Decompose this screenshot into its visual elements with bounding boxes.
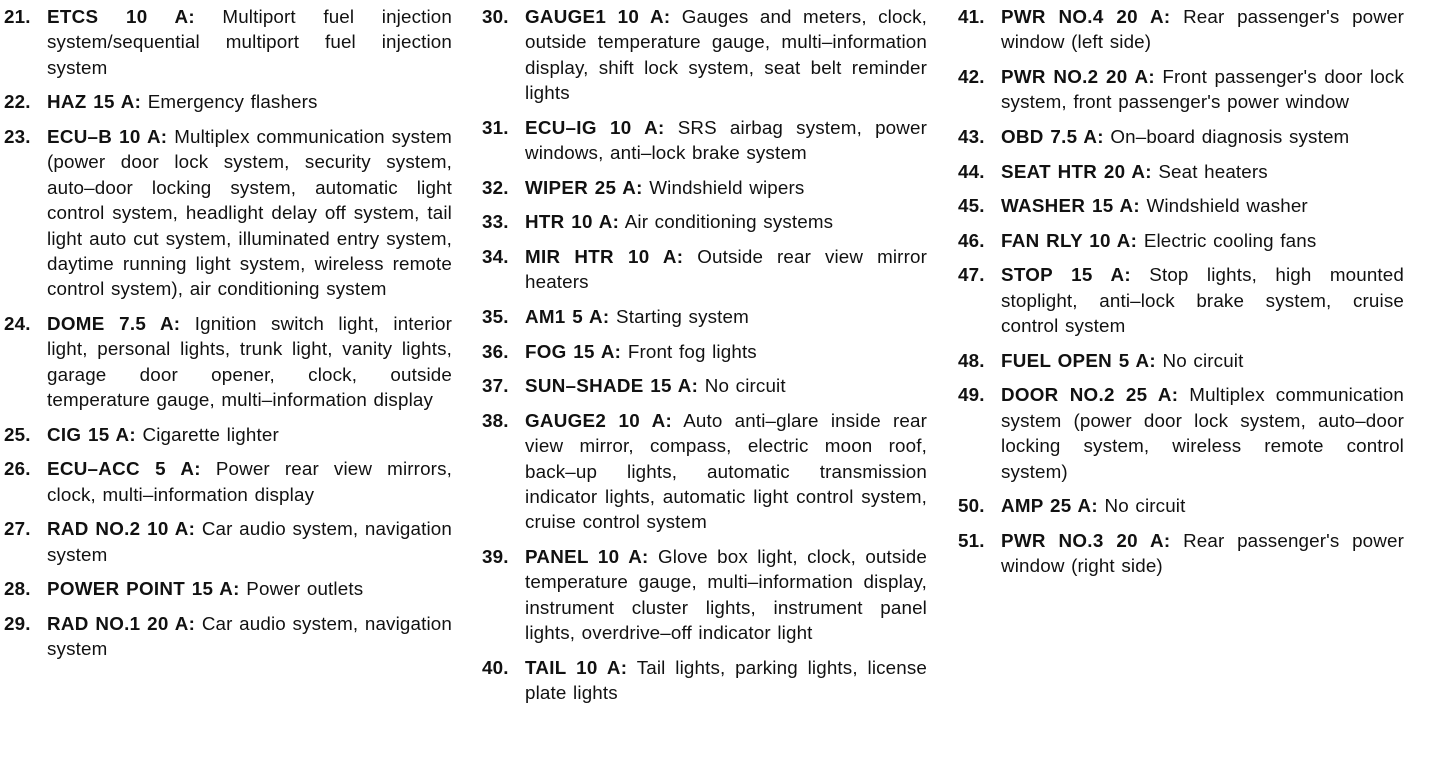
fuse-entry bbox=[4, 516, 452, 567]
fuse-number: 49. bbox=[958, 384, 985, 406]
fuse-code: PWR NO.3 20 A: bbox=[1001, 529, 1171, 551]
fuse-entry bbox=[4, 89, 452, 114]
fuse-description: Outside rear view mirror heaters bbox=[525, 246, 927, 293]
fuse-number: 33. bbox=[482, 211, 509, 233]
fuse-code: CIG 15 A: bbox=[47, 423, 136, 445]
fuse-code: HAZ 15 A: bbox=[47, 91, 142, 113]
fuse-code: WIPER 25 A: bbox=[525, 176, 643, 198]
fuse-description: Multiplex communication system (power door lock system, security system, auto–door locking system, automatic light control system, headlight delay off system, tail light auto cut system, illuminated entry system, daytime running light system, wireless remote control system), air conditioning system bbox=[47, 126, 452, 300]
fuse-code: ECU–IG 10 A: bbox=[525, 116, 665, 138]
fuse-description: Emergency flashers bbox=[147, 91, 318, 113]
fuse-code: PANEL 10 A: bbox=[525, 546, 649, 567]
fuse-entry bbox=[4, 611, 452, 662]
fuse-code: WASHER 15 A: bbox=[1001, 195, 1140, 217]
fuse-code: AMP 25 A: bbox=[1001, 495, 1098, 517]
fuse-entry bbox=[482, 408, 927, 535]
fuse-number: 42. bbox=[958, 66, 985, 87]
fuse-number: 32. bbox=[482, 176, 509, 198]
fuse-number: 28. bbox=[4, 578, 31, 600]
fuse-description: No circuit bbox=[704, 375, 786, 397]
fuse-entry bbox=[482, 115, 927, 166]
fuse-description: Rear passenger's power window (right side) bbox=[1001, 529, 1404, 577]
fuse-description: SRS airbag system, power windows, anti–lock brake system bbox=[525, 116, 927, 164]
fuse-description: Electric cooling fans bbox=[1143, 229, 1317, 251]
fuse-number: 27. bbox=[4, 518, 31, 540]
fuse-number: 46. bbox=[958, 229, 985, 251]
fuse-code: PWR NO.2 20 A: bbox=[1001, 66, 1155, 87]
fuse-entry bbox=[482, 244, 927, 295]
fuse-code: RAD NO.2 10 A: bbox=[47, 518, 196, 540]
fuse-code: DOOR NO.2 25 A: bbox=[1001, 384, 1179, 406]
fuse-entry bbox=[482, 304, 927, 329]
fuse-description: On–board diagnosis system bbox=[1110, 126, 1350, 147]
fuse-description: Car audio system, navigation system bbox=[47, 613, 452, 660]
fuse-number: 31. bbox=[482, 116, 509, 138]
fuse-entry bbox=[482, 655, 927, 706]
fuse-entry bbox=[958, 193, 1404, 218]
fuse-number: 29. bbox=[4, 613, 31, 635]
fuse-code: ETCS 10 A: bbox=[47, 6, 195, 27]
fuse-description: Multiplex communication system (power door lock system, auto–door locking system, wireless remote control system) bbox=[1001, 384, 1404, 482]
fuse-number: 30. bbox=[482, 6, 509, 27]
fuse-entry bbox=[482, 373, 927, 398]
fuse-description: Gauges and meters, clock, outside temperature gauge, multi–information display, shift lock system, seat belt reminder lights bbox=[525, 6, 927, 104]
fuse-entry bbox=[482, 4, 927, 106]
fuse-entry bbox=[958, 262, 1404, 338]
fuse-description: Ignition switch light, interior light, personal lights, trunk light, vanity lights, garage door opener, clock, outside temperature gauge, multi–information display bbox=[47, 313, 452, 411]
fuse-code: FUEL OPEN 5 A: bbox=[1001, 349, 1156, 371]
fuse-code: SEAT HTR 20 A: bbox=[1001, 160, 1152, 182]
fuse-number: 34. bbox=[482, 246, 509, 267]
fuse-number: 23. bbox=[4, 126, 31, 147]
fuse-number: 37. bbox=[482, 375, 509, 397]
fuse-entry bbox=[958, 493, 1404, 518]
fuse-column-3 bbox=[958, 4, 1404, 588]
fuse-number: 39. bbox=[482, 546, 509, 567]
fuse-number: 51. bbox=[958, 529, 985, 551]
fuse-entry bbox=[482, 175, 927, 200]
fuse-entry bbox=[482, 544, 927, 646]
fuse-number: 48. bbox=[958, 349, 985, 371]
fuse-number: 47. bbox=[958, 264, 985, 286]
fuse-entry bbox=[958, 4, 1404, 55]
fuse-entry bbox=[4, 422, 452, 447]
fuse-number: 21. bbox=[4, 6, 31, 27]
fuse-number: 26. bbox=[4, 458, 31, 480]
fuse-code: TAIL 10 A: bbox=[525, 656, 628, 678]
fuse-code: AM1 5 A: bbox=[525, 306, 610, 327]
fuse-description: Rear passenger's power window (left side) bbox=[1001, 6, 1404, 53]
fuse-number: 25. bbox=[4, 423, 31, 445]
fuse-description: Auto anti–glare inside rear view mirror, compass, electric moon roof, back–up lights, automatic transmission indicator lights, automatic light control system, cruise control system bbox=[525, 409, 927, 533]
fuse-number: 35. bbox=[482, 306, 509, 327]
fuse-code: FAN RLY 10 A: bbox=[1001, 229, 1138, 251]
fuse-code: PWR NO.4 20 A: bbox=[1001, 6, 1171, 27]
fuse-description: Car audio system, navigation system bbox=[47, 518, 452, 565]
fuse-number: 41. bbox=[958, 6, 985, 27]
fuse-description: Stop lights, high mounted stoplight, anti–lock brake system, cruise control system bbox=[1001, 264, 1404, 337]
fuse-description: Tail lights, parking lights, license plate lights bbox=[525, 656, 928, 704]
fuse-entry bbox=[4, 4, 452, 80]
fuse-number: 40. bbox=[482, 656, 509, 678]
fuse-entry bbox=[482, 209, 927, 234]
fuse-code: ECU–B 10 A: bbox=[47, 126, 168, 147]
fuse-entry bbox=[958, 124, 1404, 149]
fuse-description: Starting system bbox=[616, 306, 749, 327]
fuse-entry bbox=[4, 311, 452, 413]
fuse-entry bbox=[958, 159, 1404, 184]
fuse-entry bbox=[958, 382, 1404, 484]
fuse-number: 24. bbox=[4, 313, 31, 335]
fuse-code: RAD NO.1 20 A: bbox=[47, 613, 196, 635]
fuse-description: Cigarette lighter bbox=[142, 423, 279, 445]
fuse-description: Power rear view mirrors, clock, multi–information display bbox=[47, 458, 452, 505]
fuse-code: DOME 7.5 A: bbox=[47, 313, 181, 335]
fuse-number: 50. bbox=[958, 495, 985, 517]
fuse-number: 36. bbox=[482, 340, 509, 362]
fuse-number: 45. bbox=[958, 195, 985, 217]
fuse-code: GAUGE1 10 A: bbox=[525, 6, 671, 27]
fuse-entry bbox=[958, 228, 1404, 253]
fuse-entry bbox=[958, 528, 1404, 579]
fuse-number: 44. bbox=[958, 160, 985, 182]
fuse-number: 43. bbox=[958, 126, 985, 147]
fuse-code: FOG 15 A: bbox=[525, 340, 622, 362]
fuse-code: HTR 10 A: bbox=[525, 211, 620, 233]
fuse-column-2 bbox=[482, 4, 927, 715]
fuse-description: Glove box light, clock, outside temperature gauge, multi–information display, instrument cluster lights, instrument panel lights, overdrive–off indicator light bbox=[525, 546, 927, 644]
fuse-description: Front passenger's door lock system, front passenger's power window bbox=[1001, 66, 1404, 113]
fuse-description: Seat heaters bbox=[1158, 160, 1268, 182]
fuse-entry bbox=[4, 124, 452, 302]
fuse-description: Power outlets bbox=[246, 578, 364, 600]
fuse-description: Air conditioning systems bbox=[624, 211, 834, 233]
fuse-entry bbox=[958, 64, 1404, 115]
fuse-description: Windshield wipers bbox=[649, 176, 805, 198]
fuse-entry bbox=[4, 456, 452, 507]
fuse-description: Multiport fuel injection system/sequential multiport fuel injection system bbox=[47, 6, 452, 78]
fuse-code: POWER POINT 15 A: bbox=[47, 578, 240, 600]
fuse-code: MIR HTR 10 A: bbox=[525, 246, 684, 267]
fuse-description: Windshield washer bbox=[1146, 195, 1308, 217]
fuse-number: 38. bbox=[482, 409, 509, 431]
fuse-column-1 bbox=[4, 4, 452, 671]
fuse-code: GAUGE2 10 A: bbox=[525, 409, 673, 431]
fuse-number: 22. bbox=[4, 91, 31, 113]
fuse-description: Front fog lights bbox=[627, 340, 757, 362]
fuse-code: ECU–ACC 5 A: bbox=[47, 458, 201, 480]
fuse-entry bbox=[482, 339, 927, 364]
fuse-code: SUN–SHADE 15 A: bbox=[525, 375, 699, 397]
fuse-code: STOP 15 A: bbox=[1001, 264, 1131, 286]
fuse-entry bbox=[958, 348, 1404, 373]
fuse-code: OBD 7.5 A: bbox=[1001, 126, 1104, 147]
fuse-description: No circuit bbox=[1104, 495, 1186, 517]
fuse-description: No circuit bbox=[1162, 349, 1244, 371]
fuse-entry bbox=[4, 576, 452, 601]
